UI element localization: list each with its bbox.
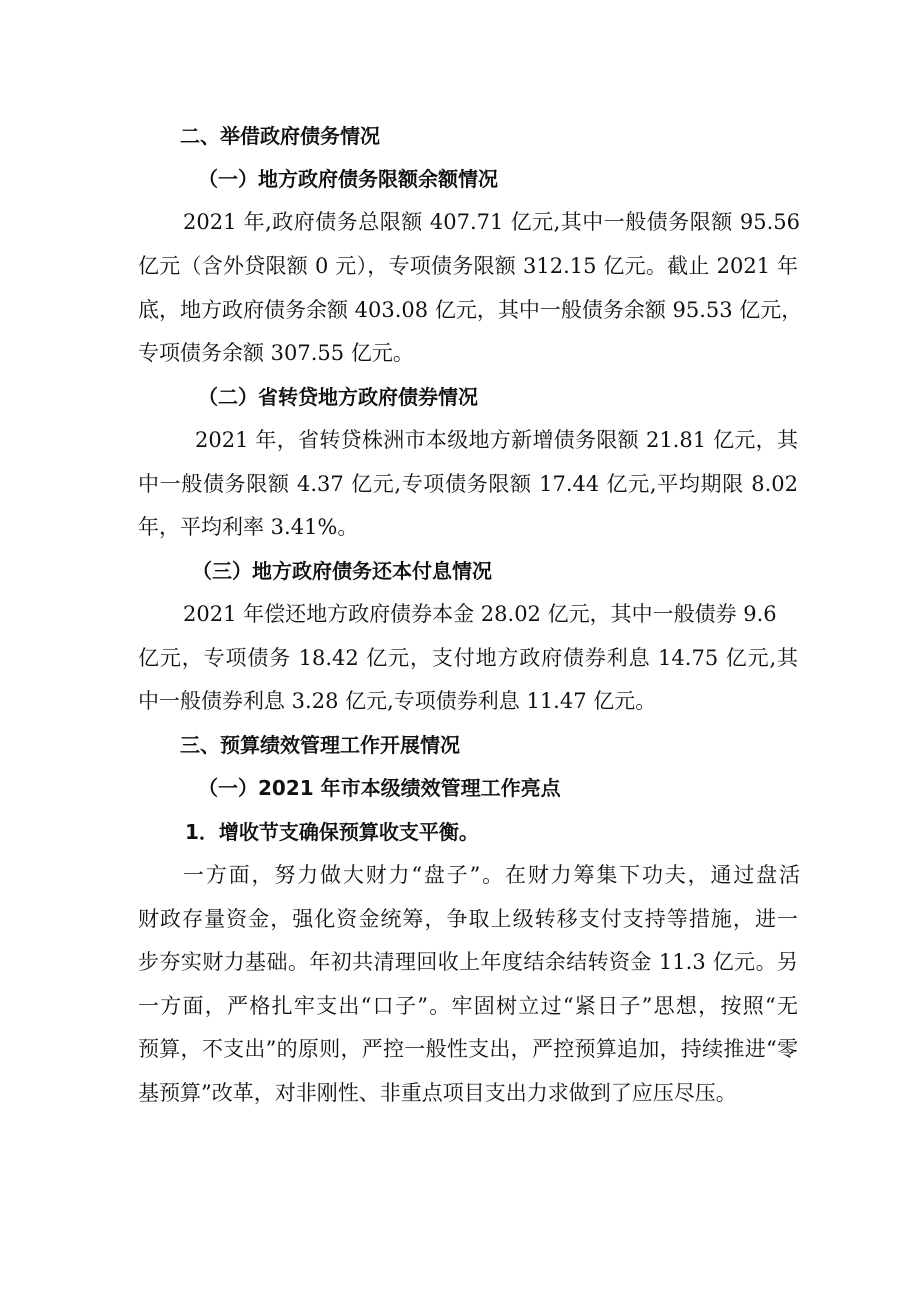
- subsection-heading-provincial-bonds: （二）省转贷地方政府债券情况: [198, 385, 478, 409]
- subsection-heading-repayment: （三）地方政府债务还本付息情况: [192, 559, 492, 583]
- paragraph-line: 中一般债务限额 4.37 亿元,专项债务限额 17.44 亿元,平均期限 8.02: [138, 472, 798, 496]
- item-heading-revenue-expenditure: 1．增收节支确保预算收支平衡。: [185, 820, 479, 844]
- paragraph-line: 一方面，严格扎牢支出“口子”。牢固树立过“紧日子”思想，按照“无: [138, 994, 798, 1018]
- subsection-heading-limit-balance: （一）地方政府债务限额余额情况: [198, 167, 498, 191]
- paragraph-line: 年，平均利率 3.41%。: [138, 515, 359, 539]
- paragraph-line: 财政存量资金，强化资金统筹，争取上级转移支付支持等措施，进一: [138, 907, 798, 931]
- paragraph-line: 预算，不支出”的原则，严控一般性支出，严控预算追加，持续推进“零: [138, 1037, 798, 1061]
- paragraph-line: 亿元，专项债务 18.42 亿元，支付地方政府债券利息 14.75 亿元,其: [138, 646, 798, 670]
- subsection-heading-highlights: （一）2021 年市本级绩效管理工作亮点: [198, 776, 561, 800]
- paragraph-line: 专项债务余额 307.55 亿元。: [138, 341, 414, 365]
- section-heading-performance: 三、预算绩效管理工作开展情况: [180, 733, 460, 757]
- paragraph-line: 基预算”改革，对非刚性、非重点项目支出力求做到了应压尽压。: [138, 1081, 737, 1105]
- paragraph-line: 2021 年，省转贷株洲市本级地方新增债务限额 21.81 亿元，其: [195, 428, 798, 452]
- paragraph-line: 中一般债券利息 3.28 亿元,专项债券利息 11.47 亿元。: [138, 689, 657, 713]
- paragraph-line: 步夯实财力基础。年初共清理回收上年度结余结转资金 11.3 亿元。另: [138, 950, 798, 974]
- paragraph-line: 2021 年偿还地方政府债券本金 28.02 亿元，其中一般债券 9.6: [183, 602, 777, 626]
- paragraph-line: 底，地方政府债务余额 403.08 亿元，其中一般债务余额 95.53 亿元，: [138, 298, 803, 322]
- section-heading-debt: 二、举借政府债务情况: [180, 124, 380, 148]
- paragraph-line: 一方面，努力做大财力“盘子”。在财力筹集下功夫，通过盘活: [183, 863, 800, 887]
- paragraph-line: 2021 年,政府债务总限额 407.71 亿元,其中一般债务限额 95.56: [183, 210, 800, 234]
- paragraph-line: 亿元（含外贷限额 0 元），专项债务限额 312.15 亿元。截止 2021 年: [138, 254, 798, 278]
